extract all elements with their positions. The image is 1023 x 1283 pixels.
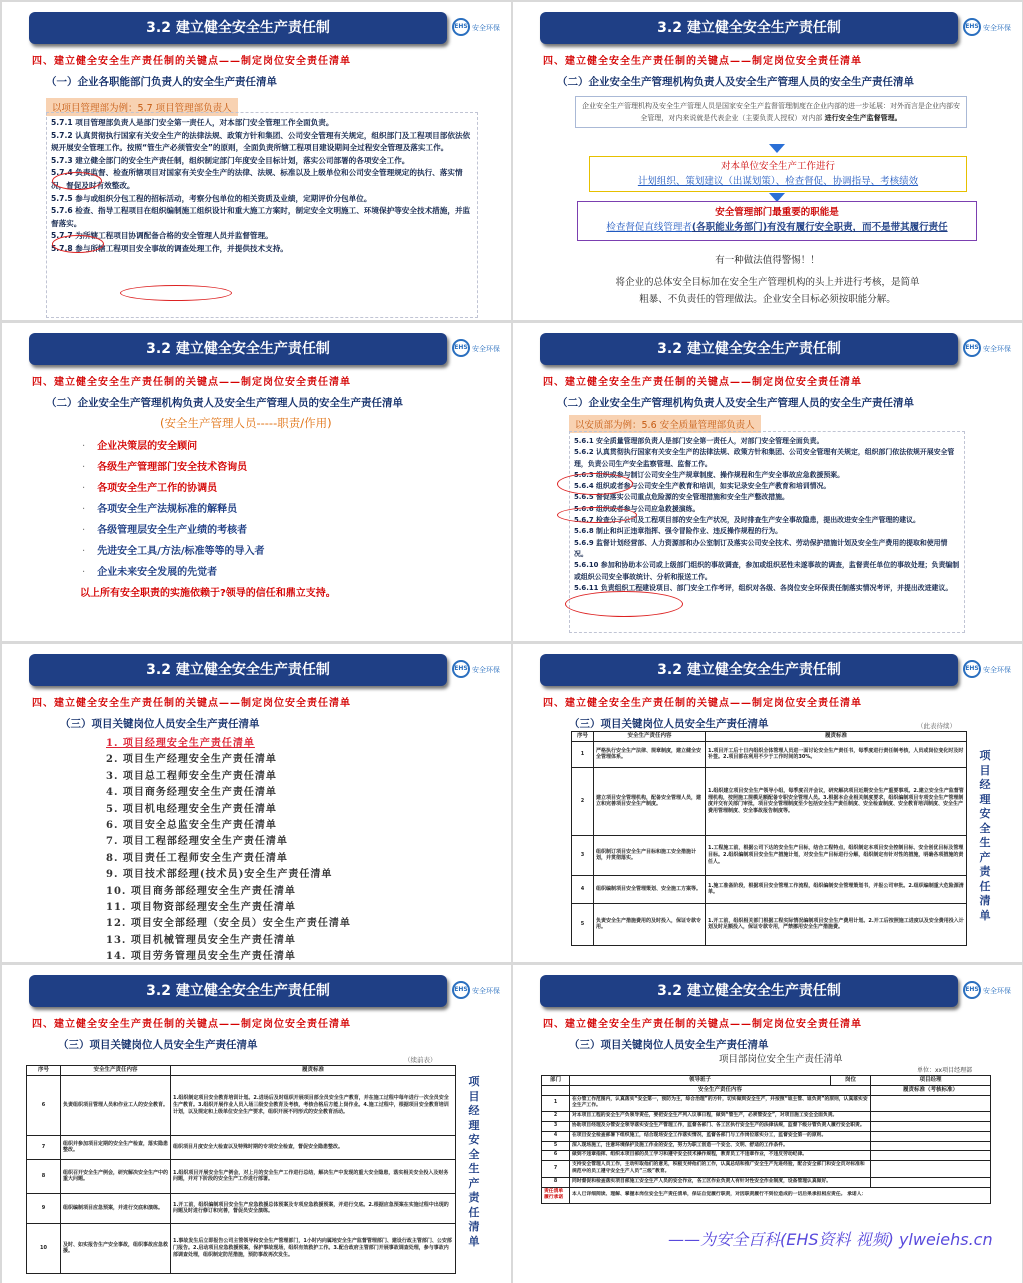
role-bullet: · 企业未来安全发展的先觉者 (82, 567, 218, 578)
post-list (106, 736, 351, 962)
slide-6[interactable] (513, 644, 1022, 962)
column-header: 履责标准 (171, 1066, 456, 1076)
table-row: 3 协助项目经理及分管安全领导落实安全生产管理工作，监督各部门、各工区执行安全生产的法律法规，监督下级分管负责人履行安全职责。 (542, 1121, 991, 1131)
function-line: 对本单位安全生产工作进行 (720, 161, 835, 172)
dept-label: 部门 (542, 1076, 570, 1086)
ehs-logo-text: 安全环保 (472, 666, 500, 674)
table-row: 6 做到不违章指挥、组织本项目部的员工学习和遵守安全技术操作规程，教育员工不违章作业，不违反劳动纪律。 (542, 1151, 991, 1161)
vertical-title: 项目经理安全生产责任清单 (979, 749, 991, 922)
clause: 5.6.6 组织或者参与公司应急救援演练。 (574, 504, 700, 513)
table-row: 1 在分管工作范围内，认真落实“安全第一，预防为主，综合治理”的方针，切实做到安全生产，并按照“谁主管、谁负责”的原则，认真落实安全生产工作。 (542, 1095, 991, 1112)
highlight-oval (557, 473, 633, 495)
role-bullet: · 各项安全生产法规标准的解释员 (82, 504, 238, 515)
column-header: 序号 (572, 732, 594, 742)
table-row: 10 及时、如实报告生产安全事故，组织事故应急救援。 1.事故发生后立即报告公司主管领导和安全生产管理部门，1小时内向属地安全生产监督管理部门、建设行政主管部门、公安部门报告。2.启动项目应急救援预案，保护事故现场，组织有效救护工作。3.配合政府主管部门开展事故调查处理，参与事故内部调查处理，组织制定防范措施，预防事故再次发生。 (27, 1223, 456, 1273)
ehs-logo-mark: EHS (963, 660, 981, 678)
role-bullet: · 各级管理层安全生产业绩的考核者 (82, 525, 248, 536)
post-list-item: 4. 项目商务经理安全生产责任清单 (106, 787, 277, 799)
clause-list (46, 112, 478, 318)
post-list-item: 10. 项目商务部经理安全生产责任清单 (106, 885, 296, 897)
slide-1[interactable] (2, 2, 511, 320)
subtitle: （二）企业安全生产管理机构负责人及安全生产管理人员的安全生产责任清单 (557, 397, 914, 409)
post-list-item: 11. 项目物资部经理安全生产责任清单 (106, 902, 296, 914)
clause: 5.6.9 监督计划经营部、人力资源部和办公室制订及落实公司安全技术、劳动保护措施计划及安全生产费用的提取和使用情况。 (574, 538, 948, 558)
clause: 5.6.1 安全质量管理部负责人是部门安全第一责任人，对部门安全管理全面负责。 (574, 437, 824, 445)
clause: 5.7.6 检查、指导工程项目在组织编制施工组织设计和重大施工方案时，制定安全文明施工、环境保护等安全技术措施，并监督落实。 (51, 206, 471, 228)
table-note: （此表待续） (917, 722, 956, 730)
ehs-logo-mark: EHS (963, 18, 981, 36)
table-row: 4 组织编制项目安全管理策划、安全施工方案等。 1.施工准备阶段，根据项目安全管理工作流程，组织编制安全管理策划书，并报公司审批。2.组织编制重大危险源清单。 (572, 875, 967, 903)
ehs-logo (452, 658, 508, 682)
function-line: 计划组织、策划建议（出谋划策）、检查督促、协调指导、考核绩效 (637, 176, 919, 187)
highlight-oval (52, 172, 102, 190)
role-footer: 以上所有安全职责的实施依赖于?领导的信任和鼎立支持。 (80, 588, 336, 599)
ehs-logo-mark: EHS (963, 981, 981, 999)
section-title: 四、建立健全安全生产责任制的关键点——制定岗位安全责任清单 (32, 377, 351, 388)
clause: 5.7.3 建立健全部门的安全生产责任制，组织制定部门年度安全目标计划，落实公司部署的各项安全工作。 (51, 155, 410, 165)
section-title: 四、建立健全安全生产责任制的关键点——制定岗位安全责任清单 (543, 1019, 862, 1030)
key-function-text: (各职能业务部门)有没有履行安全职责，而不是带其履行责任 (691, 222, 948, 233)
subtitle: （二）企业安全生产管理机构负责人及安全生产管理人员的安全生产责任清单 (557, 76, 914, 88)
ehs-logo (452, 337, 508, 361)
ehs-logo-mark: EHS (452, 981, 470, 999)
role-subline: (安全生产管理人员-----职责/作用) (160, 416, 332, 430)
watermark: ——为安全百科(EHS资料 视频) ylweiehs.cn (668, 1230, 993, 1249)
column-header: 履责标准 (706, 732, 967, 742)
subtitle: （三）项目关键岗位人员安全生产责任清单 (58, 1039, 258, 1051)
key-function-box (577, 201, 977, 241)
warning-note: 粗暴、不负责任的管理做法。企业安全目标必须按职能分解。 (639, 294, 896, 305)
ehs-logo-text: 安全环保 (472, 987, 500, 995)
responsibility-table (571, 731, 967, 946)
table-title: 项目部岗位安全生产责任清单 (719, 1054, 843, 1065)
example-caption: 以项目管理部为例：5.7 项目管理部负责人 (46, 98, 238, 116)
ehs-logo-text: 安全环保 (472, 24, 500, 32)
ehs-logo (963, 16, 1019, 40)
section-title: 四、建立健全安全生产责任制的关键点——制定岗位安全责任清单 (543, 377, 862, 388)
post-list-item: 8. 项目责任工程师安全生产责任清单 (106, 852, 288, 864)
post-list-item: 14. 项目劳务管理员安全生产责任清单 (106, 951, 296, 962)
highlight-oval (565, 591, 683, 617)
table-note: （续前表） (404, 1056, 437, 1064)
highlight-oval (557, 507, 637, 523)
example-caption: 以安质部为例：5.6 安全质量管理部负责人 (569, 415, 761, 433)
post-list-item: 2. 项目生产经理安全生产责任清单 (106, 754, 277, 766)
clause: 5.6.4 组织或者参与公司安全生产教育和培训，如实记录安全生产教育和培训情况。 (574, 482, 831, 491)
post-list-item: 12. 项目安全部经理（安全员）安全生产责任清单 (106, 918, 351, 930)
slide-7[interactable] (2, 965, 511, 1283)
section-title: 四、建立健全安全生产责任制的关键点——制定岗位安全责任清单 (543, 56, 862, 67)
clause: 5.7.5 参与或组织分包工程的招标活动，考察分包单位的相关资质及业绩，定期评价分包单位。 (51, 193, 372, 203)
subtitle: （三）项目关键岗位人员安全生产责任清单 (60, 718, 260, 730)
subtitle: （二）企业安全生产管理机构负责人及安全生产管理人员的安全生产责任清单 (46, 397, 403, 409)
post-list-item: 3. 项目总工程师安全生产责任清单 (106, 770, 277, 782)
section-title: 四、建立健全安全生产责任制的关键点——制定岗位安全责任清单 (543, 698, 862, 709)
subtitle: （三）项目关键岗位人员安全生产责任清单 (569, 718, 769, 730)
post-label: 岗位 (831, 1076, 871, 1086)
table-row: 8 组织召开安全生产例会，研究解决安全生产中的重大问题。 1.组织项目开展安全生产例会，对上月的安全生产工作进行总结，解决生产中发现的重大安全隐患，落实相关安全投入及财务问题，并对下阶段的安全生产工作进行部署。 (27, 1159, 456, 1193)
key-function-line: 安全管理部门最重要的职能是 (715, 207, 839, 218)
slide-banner: 3.2 建立健全安全生产责任制 (540, 654, 958, 686)
section-title: 四、建立健全安全生产责任制的关键点——制定岗位安全责任清单 (32, 56, 351, 67)
commitment-label: 责任清单履行承诺 (542, 1187, 570, 1204)
slide-banner: 3.2 建立健全安全生产责任制 (540, 12, 958, 44)
table-row: 8 同时督促和检查落实项目部施工安全生产人员的安全作业，各工区作业负责人有针对性安全作业制度，设备管理认真做好。 (542, 1177, 991, 1187)
ehs-logo-text: 安全环保 (983, 345, 1011, 353)
table-row: 5 深入现场施工，注意环境保护及施工作业的安全，努力为职工创造一个安全、文明、舒适的工作条件。 (542, 1141, 991, 1151)
column-header: 序号 (27, 1066, 61, 1076)
definition-text: 企业安全生产管理机构及安全生产管理人员是国家安全生产监督管理制度在企业内部的进一步延展：对外而言是企业内部安全管理，对内来说就是代表企业（主要负责人授权）对内部 (582, 102, 960, 122)
warning-note: 将企业的总体安全目标加在安全生产管理机构的头上并进行考核，是简单 (615, 277, 920, 288)
clause: 5.7.2 认真贯彻执行国家有关安全生产的法律法规、政策方针和集团、公司安全管理有关规定，组织部门及工程项目部依法依规开展安全管理工作。按照“管生产必须管安全”的原则，全面负责所辖工程项目建设期间全过程安全管理及落实工作。 (51, 130, 471, 153)
role-bullet: · 各级生产管理部门安全技术咨询员 (82, 462, 248, 473)
commitment-signer: 承诺人： (847, 1191, 867, 1197)
ehs-logo-text: 安全环保 (472, 345, 500, 353)
slide-5[interactable] (2, 644, 511, 962)
post-value: 项目经理 (871, 1076, 991, 1086)
dept-value: 领导班子 (570, 1076, 831, 1086)
table-row: 6 负责组织项目管理人员和作业工人的安全教育。 1.组织制定项目安全教育培训计划。2.进场后及时组织开展项目部全员安全生产教育，并在施工过程中每年进行一次全员安全生产教育。3.组织开展作业人员入场三级安全教育及考核，考核合格后方能上岗作业。4.施工过程中，根据项目安全教育培训计划，以及规定和上级单位安全生产要求，组织开展不同形式的安全教育活动。 (27, 1075, 456, 1135)
slide-4[interactable] (513, 323, 1022, 641)
highlight-oval (52, 235, 104, 253)
function-box (589, 156, 967, 192)
definition-bold: 进行安全生产监督管理。 (824, 114, 902, 122)
clause: 5.6.7 检查分子公司及工程项目部的安全生产状况，及时排查生产安全事故隐患，提出改进安全生产管理的建议。 (574, 516, 920, 525)
ehs-logo (452, 16, 508, 40)
post-list-item[interactable]: 1. 项目经理安全生产责任清单 (106, 738, 255, 749)
ehs-logo (963, 658, 1019, 682)
clause: 5.7.1 项目管理部负责人是部门安全第一责任人，对本部门安全管理工作全面负责。 (51, 118, 334, 127)
key-function-link: 检查督促直线管理者 (606, 222, 692, 233)
slide-banner: 3.2 建立健全安全生产责任制 (540, 975, 958, 1007)
table-row: 7 组织并参加项目定期的安全生产检查，落实隐患整改。 组织项目月度安全大检查以及特殊时期的专项安全检查，督促安全隐患整改。 (27, 1135, 456, 1159)
responsibility-table (26, 1065, 456, 1274)
ehs-logo-mark: EHS (452, 660, 470, 678)
clause: 5.7.8 参与所辖工程项目安全事故的调查处理工作，并提供技术支持。 (51, 243, 288, 253)
table-row: 2 对本项目工程的安全生产负领导责任，要把安全生产列入议事日程，做到“管生产，必须管安全”，对项目施工安全全面负责。 (542, 1112, 991, 1122)
ehs-logo-text: 安全环保 (983, 987, 1011, 995)
ehs-logo-mark: EHS (452, 18, 470, 36)
vertical-title: 项目经理安全生产责任清单 (468, 1075, 480, 1248)
ehs-logo-mark: EHS (452, 339, 470, 357)
commitment-row (542, 1187, 991, 1204)
ehs-logo (963, 337, 1019, 361)
definition-box (575, 96, 967, 128)
ehs-logo-text: 安全环保 (983, 666, 1011, 674)
commitment-text: 本人已详细阅读、理解、掌握本岗位安全生产责任清单，保证自觉履行职责，对因职责履行不到位造成的一切后果承担相应责任。 (572, 1191, 846, 1197)
role-bullet: · 各项安全生产工作的协调员 (82, 483, 218, 494)
table-row: 3 组织制订项目安全生产目标和施工安全措施计划，并贯彻落实。 1.工程施工前，根据公司下达的安全生产目标，结合工程特点，组织制定本项目安全控制目标、安全创优目标及管理目标。2.组织编制项目安全生产措施计划，对安全生产目标进行分解，组织制定有针对性的措施，明确各项措施的责任人。 (572, 835, 967, 875)
down-arrow-icon (769, 144, 785, 153)
ehs-logo-mark: EHS (963, 339, 981, 357)
table-row: 9 组织编制项目应急预案，并进行交底和演练。 1.开工前，组织编制项目安全生产应急救援总体预案及专项应急救援预案，并进行交底。2.根据应急预案在实施过程中出现的问题及时进行修订和完善，督促员安全演练。 (27, 1193, 456, 1223)
clause: 5.6.10 参加和协助本公司或上级部门组织的事故调查，参加或组织恶性未遂事故的调查，监督责任单位的事故处理；负责编制或组织公司安全事故统计、分析和报送工作。 (574, 561, 960, 581)
subtitle: （一）企业各职能部门负责人的安全生产责任清单 (46, 76, 277, 88)
column-header: 履责标准（考核标准） (871, 1085, 991, 1095)
post-list-item: 9. 项目技术部经理(技术员)安全生产责任清单 (106, 869, 333, 881)
table-row: 4 在项目安全检查部署下组织施工，结合现场安全工作落实情况，监督各部门与工作岗位落实分工，监督安全第一的原则。 (542, 1131, 991, 1141)
post-list-item: 6. 项目安全总监安全生产责任清单 (106, 820, 277, 832)
clause: 5.7.4 负责监督、检查所辖项目对国家有关安全生产的法律、法规、标准以及上级单位和公司安全管理规定的执行、落实情况，督促及时有效整改。 (51, 168, 463, 190)
slide-3[interactable] (2, 323, 511, 641)
slide-banner: 3.2 建立健全安全生产责任制 (29, 975, 447, 1007)
role-bullet: · 企业决策层的安全顾问 (82, 441, 198, 452)
role-bullet: · 先进安全工具/方法/标准等等的导入者 (82, 546, 265, 557)
unit-label: 单位：xx项目经理部 (917, 1067, 973, 1074)
post-responsibility-table (541, 1075, 991, 1204)
column-header: 安全生产责任内容 (570, 1085, 871, 1095)
ehs-logo (963, 979, 1019, 1003)
slide-banner: 3.2 建立健全安全生产责任制 (540, 333, 958, 365)
slide-2[interactable] (513, 2, 1022, 320)
clause: 5.6.11 负责组织工程建设项目、部门安全工作考评，组织对各级、各岗位安全环保责任制落实情况考评，并提出改进建议。 (574, 583, 953, 592)
table-row: 7 支持安全管理人员工作，主动听取他们的意见，积极支持他们的工作，认真总结和推广安全生产先进经验，配合安全部门和安全员对标准和规范中的员工遵守安全生产人员“三级”教育。 (542, 1161, 991, 1178)
ehs-logo (452, 979, 508, 1003)
clause: 5.6.8 制止和纠正违章指挥、强令冒险作业、违反操作规程的行为。 (574, 527, 783, 536)
table-row: 2 建立项目安全管理机构，配备安全管理人员，建立和完善项目安全生产制度。 1.组织建立项目安全生产领导小组，每季度召开会议，研究解决项目近期安全生产重要事项。2.建立安全生产监督管理机构，按照施工规模足额配备专职安全管理人员。3.根据本企业相关制度要求，组织编制项目专项安全生产管理制度并交有关部门审批，项目安全管理制度至少包括安全生产责任制度、安全检查制度、安全教育培训制度、安全生产费用管理制度、安全事故报告制度等。 (572, 767, 967, 835)
post-list-item: 5. 项目机电经理安全生产责任清单 (106, 803, 277, 815)
warning-note: 有一种做法值得警惕！！ (715, 255, 820, 266)
subtitle: （三）项目关键岗位人员安全生产责任清单 (569, 1039, 769, 1051)
table-row: 5 负责安全生产措施费用的及时投入，保证专款专用。 1.开工前，组织相关部门根据工程实际情况编制项目安全生产费用计划。2.开工后按照施工进度以及安全费用投入计划及时足额投入，保证专款专用，严禁挪用安全生产措施费。 (572, 903, 967, 945)
slide-banner: 3.2 建立健全安全生产责任制 (29, 654, 447, 686)
ehs-logo-text: 安全环保 (983, 24, 1011, 32)
clause: 5.6.2 认真贯彻执行国家有关安全生产的法律法规、政策方针和集团、公司安全管理有关规定，组织部门依法依规开展安全管理，负责公司生产安全监察管理、监督工作。 (574, 448, 955, 468)
section-title: 四、建立健全安全生产责任制的关键点——制定岗位安全责任清单 (32, 698, 351, 709)
slide-banner: 3.2 建立健全安全生产责任制 (29, 12, 447, 44)
clause: 5.6.3 组织或参与制订公司安全生产规章制度、操作规程和生产安全事故应急救援预案。 (574, 470, 845, 479)
clause: 5.6.5 督促落实公司重点危险源的安全管理措施和安全生产整改措施。 (574, 493, 789, 502)
clause: 5.7.7 为所辖工程项目协调配备合格的安全管理人员并监督管理。 (51, 231, 273, 241)
slide-banner: 3.2 建立健全安全生产责任制 (29, 333, 447, 365)
post-list-item: 13. 项目机械管理员安全生产责任清单 (106, 934, 296, 946)
column-header: 安全生产责任内容 (594, 732, 706, 742)
section-title: 四、建立健全安全生产责任制的关键点——制定岗位安全责任清单 (32, 1019, 351, 1030)
column-header: 安全生产责任内容 (61, 1066, 171, 1076)
post-list-item: 7. 项目工程部经理安全生产责任清单 (106, 836, 288, 848)
highlight-oval (120, 285, 232, 301)
table-row: 1 严格执行安全生产法律、规章制度，建立健全安全管理体系。 1.项目开工后十日内组织全体管理人员进一面讨论安全生产责任书，每季度进行责任制考核，人员或岗位变化时及时补签。2.项目部在利用不少于工作时间的30%。 (572, 741, 967, 767)
